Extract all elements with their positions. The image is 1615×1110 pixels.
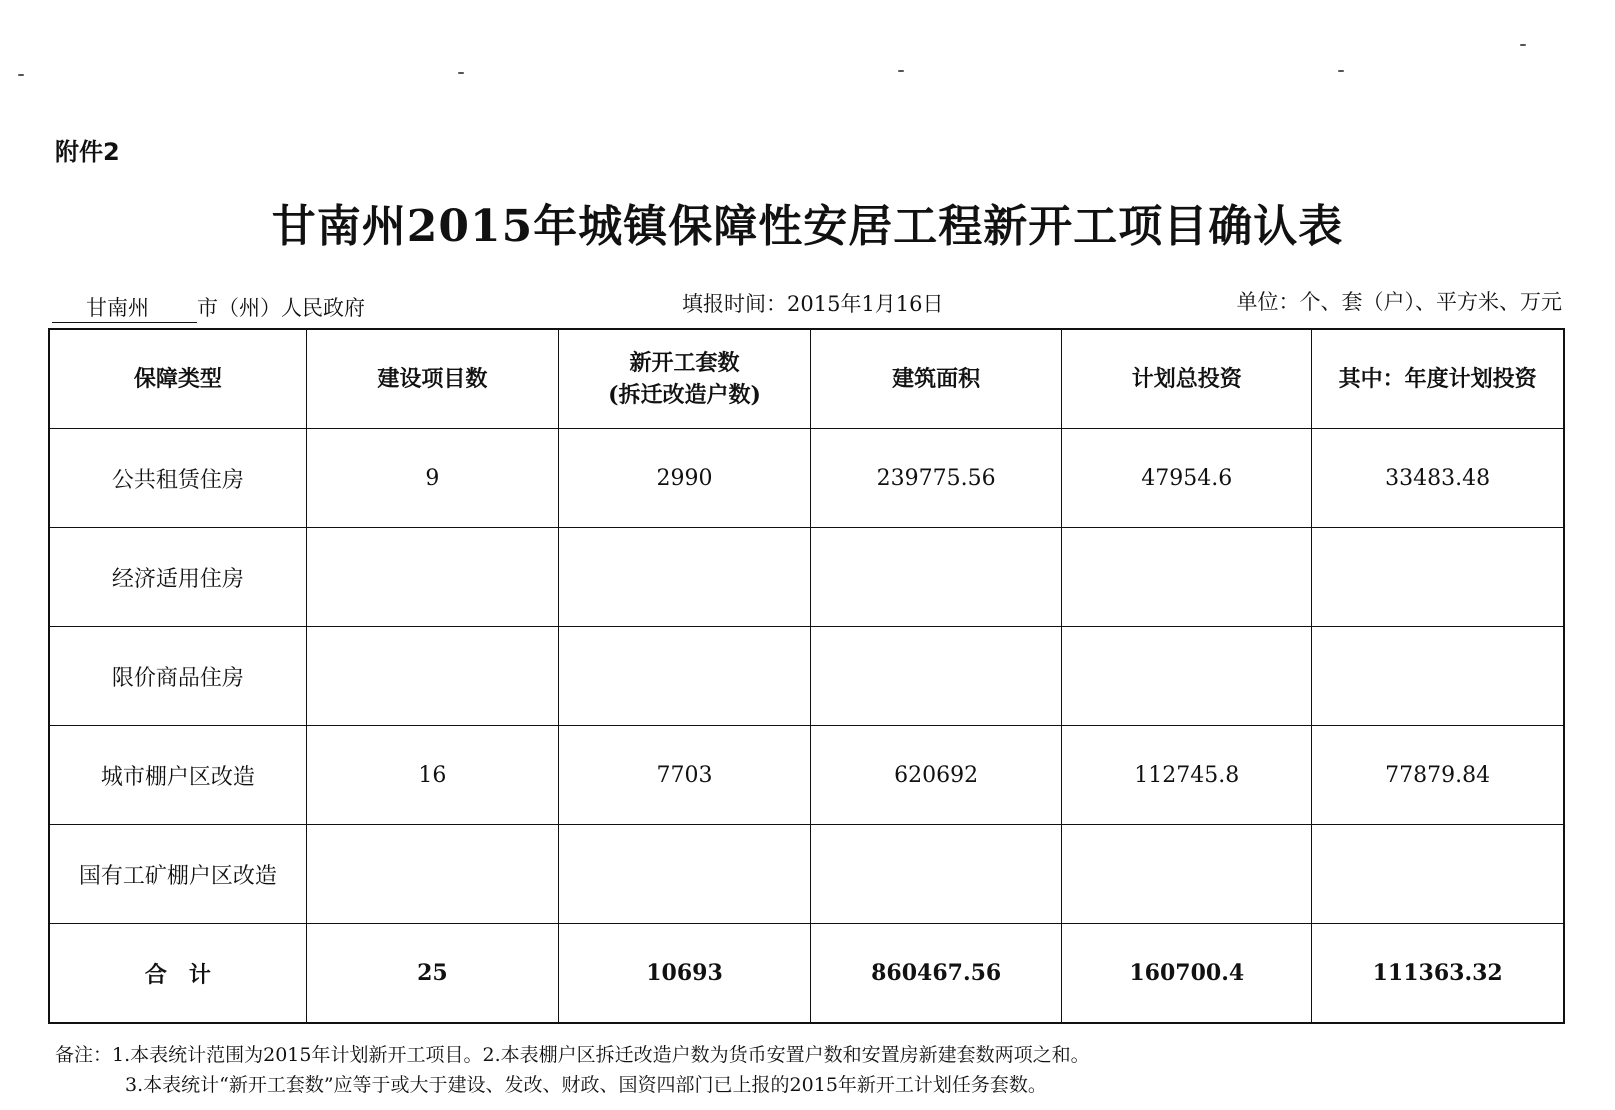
table-row — [49, 528, 1564, 627]
cell-total-investment — [1062, 528, 1312, 627]
scan-speck — [458, 72, 464, 74]
cell-type: 经济适用住房 — [49, 528, 306, 627]
cell-projects — [306, 627, 558, 726]
total-annual-investment: 111363.32 — [1312, 924, 1564, 1024]
table-row — [49, 429, 1564, 528]
total-projects: 25 — [306, 924, 558, 1024]
col-header-projects: 建设项目数 — [306, 329, 558, 429]
cell-annual-investment — [1312, 528, 1564, 627]
table-row — [49, 627, 1564, 726]
cell-projects: 16 — [306, 726, 558, 825]
total-investment: 160700.4 — [1062, 924, 1312, 1024]
note-line-1: 备注：1.本表统计范围为2015年计划新开工项目。2.本表棚户区拆迁改造户数为货币安置户数和安置房新建套数两项之和。 — [55, 1044, 1090, 1066]
table-total-row — [49, 924, 1564, 1024]
attachment-label: 附件2 — [55, 138, 120, 166]
cell-type: 国有工矿棚户区改造 — [49, 825, 306, 924]
cell-area: 239775.56 — [811, 429, 1062, 528]
scan-speck — [898, 70, 904, 72]
col-header-area: 建筑面积 — [811, 329, 1062, 429]
cell-projects — [306, 528, 558, 627]
cell-units: 2990 — [558, 429, 810, 528]
note-line-2: 3.本表统计“新开工套数”应等于或大于建设、发改、财政、国资四部门已上报的2015年新开工计划任务套数。 — [125, 1074, 1047, 1096]
notes — [55, 1040, 1090, 1100]
cell-annual-investment: 33483.48 — [1312, 429, 1564, 528]
cell-projects — [306, 825, 558, 924]
cell-total-investment: 112745.8 — [1062, 726, 1312, 825]
cell-area: 620692 — [811, 726, 1062, 825]
cell-total-investment: 47954.6 — [1062, 429, 1312, 528]
col-header-annual-investment: 其中：年度计划投资 — [1312, 329, 1564, 429]
col-header-units-line2: (拆迁改造户数) — [608, 382, 761, 408]
table-row — [49, 825, 1564, 924]
document-title: 甘南州2015年城镇保障性安居工程新开工项目确认表 — [271, 201, 1344, 252]
cell-area — [811, 627, 1062, 726]
col-header-total-investment: 计划总投资 — [1062, 329, 1312, 429]
cell-units — [558, 825, 810, 924]
table-header-row — [49, 329, 1564, 429]
col-header-units-line1: 新开工套数 — [629, 350, 740, 376]
fill-date: 填报时间：2015年1月16日 — [682, 292, 944, 316]
cell-total-investment — [1062, 627, 1312, 726]
scan-speck — [18, 74, 24, 76]
cell-annual-investment — [1312, 825, 1564, 924]
scan-speck — [1338, 70, 1344, 72]
col-header-type: 保障类型 — [49, 329, 306, 429]
total-units: 10693 — [558, 924, 810, 1024]
col-header-units — [558, 329, 810, 429]
region-name: 甘南州 — [52, 292, 197, 323]
cell-units — [558, 528, 810, 627]
scan-speck — [1520, 44, 1526, 46]
cell-total-investment — [1062, 825, 1312, 924]
meta-row — [52, 292, 1562, 324]
confirmation-table — [48, 328, 1565, 1024]
government-line — [52, 292, 365, 323]
government-suffix: 市（州）人民政府 — [197, 296, 365, 320]
cell-type: 公共租赁住房 — [49, 429, 306, 528]
cell-area — [811, 528, 1062, 627]
cell-area — [811, 825, 1062, 924]
units-label: 单位：个、套（户）、平方米、万元 — [1236, 290, 1562, 314]
cell-annual-investment — [1312, 627, 1564, 726]
cell-projects: 9 — [306, 429, 558, 528]
cell-type: 限价商品住房 — [49, 627, 306, 726]
total-label: 合 计 — [49, 924, 306, 1024]
cell-annual-investment: 77879.84 — [1312, 726, 1564, 825]
cell-units — [558, 627, 810, 726]
table-row — [49, 726, 1564, 825]
cell-type: 城市棚户区改造 — [49, 726, 306, 825]
cell-units: 7703 — [558, 726, 810, 825]
total-area: 860467.56 — [811, 924, 1062, 1024]
